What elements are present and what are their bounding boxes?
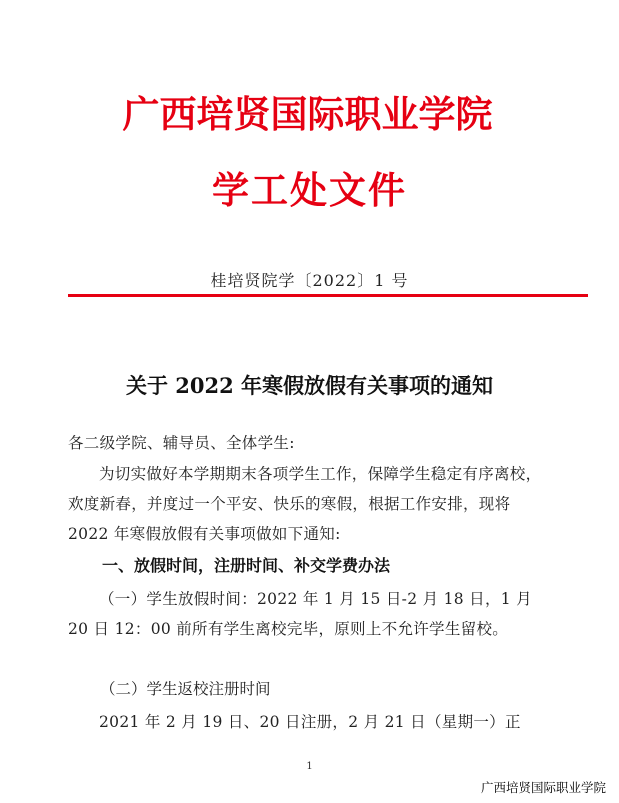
section-heading-1: 一、放假时间，注册时间、补交学费办法	[102, 556, 391, 575]
continuation-paragraph: 2021 年 2 月 19 日、20 日注册，2 月 21 日（星期一）正	[99, 713, 521, 731]
red-divider-line	[68, 294, 588, 297]
page-number: 1	[306, 761, 313, 772]
intro-paragraph: 为切实做好本学期期末各项学生工作，保障学生稳定有序离校，欢度新春，并度过一个平安、快乐的寒假，根据工作安排，现将 2022 年寒假放假有关事项做如下通知:	[68, 465, 542, 543]
document-number: 桂培贤院学〔2022〕1 号	[210, 271, 409, 290]
subsection-2-heading: （二）学生返校注册时间	[100, 680, 271, 698]
salutation: 各二级学院、辅导员、全体学生:	[68, 434, 295, 452]
subsection-1-paragraph: （一）学生放假时间：2022 年 1 月 15 日-2 月 18 日，1 月 20 日 12：00 前所有学生离校完毕，原则上不允许学生留校。	[68, 590, 532, 638]
office-file-title: 学工处文件	[212, 168, 407, 212]
footer-watermark: 广西培贤国际职业学院	[480, 780, 606, 795]
notice-title: 关于 2022 年寒假放假有关事项的通知	[125, 373, 494, 398]
institution-title: 广西培贤国际职业学院	[122, 92, 493, 136]
